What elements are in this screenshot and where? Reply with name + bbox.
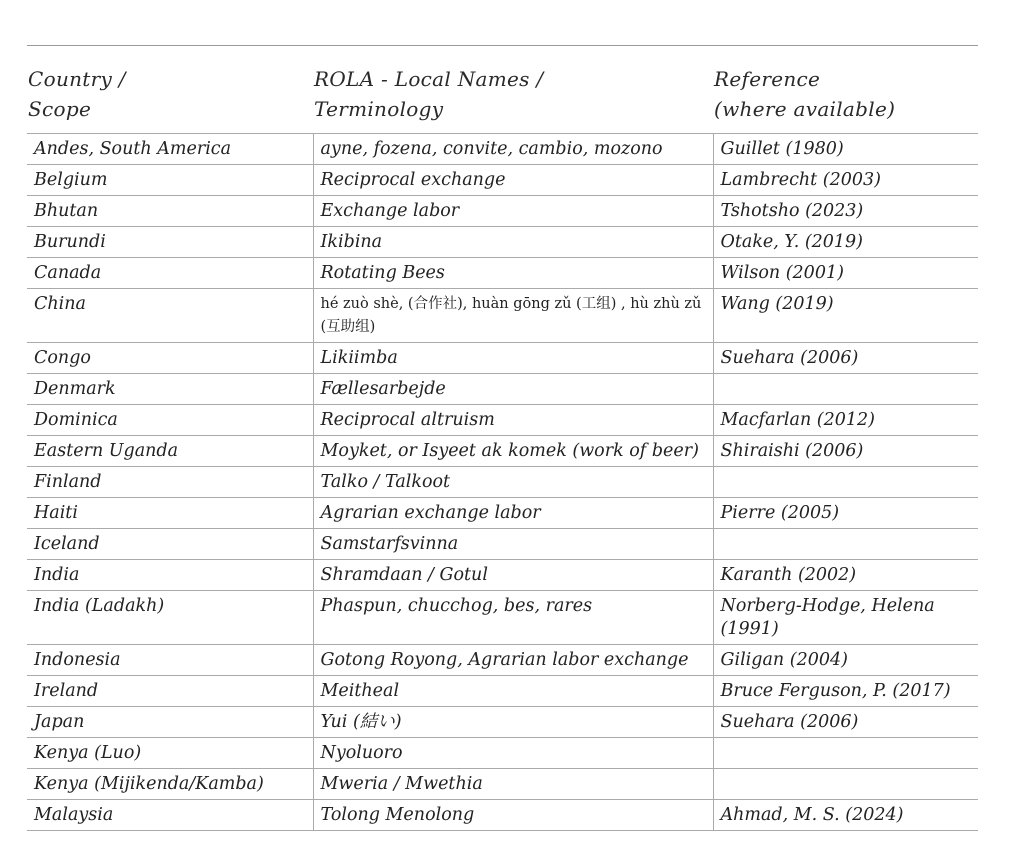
cell-reference: Wilson (2001) xyxy=(713,258,978,289)
table-row xyxy=(27,529,978,560)
cell-terminology: Fællesarbejde xyxy=(313,374,713,405)
cell-reference: Guillet (1980) xyxy=(713,134,978,165)
header-terminology-line2: Terminology xyxy=(314,97,444,121)
cell-terminology: Gotong Royong, Agrarian labor exchange xyxy=(313,645,713,676)
cell-terminology: Agrarian exchange labor xyxy=(313,498,713,529)
table-row xyxy=(27,800,978,831)
cell-country: Andes, South America xyxy=(34,139,232,159)
table-body xyxy=(27,134,978,831)
cell-terminology: Talko / Talkoot xyxy=(313,467,713,498)
cell-terminology: Moyket, or Isyeet ak komek (work of beer) xyxy=(313,436,713,467)
header-country-line2: Scope xyxy=(28,97,92,121)
header-terminology-line1: ROLA - Local Names / xyxy=(314,67,544,91)
table-row xyxy=(27,196,978,227)
cell-reference: Bruce Ferguson, P. (2017) xyxy=(713,676,978,707)
header-country-line1: Country / xyxy=(28,67,126,91)
cell-terminology: Reciprocal altruism xyxy=(313,405,713,436)
header-row xyxy=(27,46,978,134)
table-row xyxy=(27,498,978,529)
table-row xyxy=(27,591,978,645)
cell-reference: Ahmad, M. S. (2024) xyxy=(713,800,978,831)
header-reference-line2: (where available) xyxy=(714,97,896,121)
cell-reference: Macfarlan (2012) xyxy=(713,405,978,436)
cell-terminology: Samstarfsvinna xyxy=(313,529,713,560)
cell-reference xyxy=(713,769,978,800)
cell-country: Iceland xyxy=(34,534,100,554)
cell-reference: Pierre (2005) xyxy=(713,498,978,529)
cell-terminology: Shramdaan / Gotul xyxy=(313,560,713,591)
cell-country: Malaysia xyxy=(34,805,114,825)
cell-country: Japan xyxy=(34,712,85,732)
cell-country: Congo xyxy=(34,348,91,368)
cell-reference: Karanth (2002) xyxy=(713,560,978,591)
header-country xyxy=(27,46,313,134)
cell-country: Canada xyxy=(34,263,102,283)
cell-reference xyxy=(713,738,978,769)
table-row xyxy=(27,227,978,258)
table-row xyxy=(27,645,978,676)
cell-terminology: ayne, fozena, convite, cambio, mozono xyxy=(313,134,713,165)
table-row xyxy=(27,165,978,196)
cell-reference: Wang (2019) xyxy=(713,289,978,343)
cell-terminology: hé zuò shè, (合作社), huàn gōng zǔ (工组) , hù zhù zǔ (互助组) xyxy=(313,289,713,343)
cell-country: Ireland xyxy=(34,681,99,701)
cell-country: India (Ladakh) xyxy=(34,596,165,616)
header-reference-line1: Reference xyxy=(714,67,821,91)
cell-terminology: Mweria / Mwethia xyxy=(313,769,713,800)
cell-reference xyxy=(713,467,978,498)
cell-reference: Suehara (2006) xyxy=(713,707,978,738)
table-row xyxy=(27,134,978,165)
cell-country: China xyxy=(34,294,86,314)
cell-country: Haiti xyxy=(34,503,78,523)
cell-country: Finland xyxy=(34,472,102,492)
cell-reference: Shiraishi (2006) xyxy=(713,436,978,467)
table-row xyxy=(27,738,978,769)
cell-country: Bhutan xyxy=(34,201,99,221)
table-row xyxy=(27,343,978,374)
cell-country: Kenya (Luo) xyxy=(34,743,142,763)
cell-country: Denmark xyxy=(34,379,116,399)
table-row xyxy=(27,289,978,343)
cell-reference xyxy=(713,374,978,405)
cell-country: Dominica xyxy=(34,410,118,430)
table-row xyxy=(27,467,978,498)
table-row xyxy=(27,560,978,591)
table-row xyxy=(27,676,978,707)
cell-reference: Otake, Y. (2019) xyxy=(713,227,978,258)
cell-reference: Norberg-Hodge, Helena (1991) xyxy=(713,591,978,645)
table-row xyxy=(27,405,978,436)
cell-country: Eastern Uganda xyxy=(34,441,179,461)
cell-reference xyxy=(713,529,978,560)
rola-table xyxy=(27,45,978,831)
cell-terminology: Likiimba xyxy=(313,343,713,374)
cell-terminology: Nyoluoro xyxy=(313,738,713,769)
table-header xyxy=(27,46,978,134)
cell-country: Belgium xyxy=(34,170,108,190)
cell-reference: Lambrecht (2003) xyxy=(713,165,978,196)
cell-reference: Suehara (2006) xyxy=(713,343,978,374)
header-terminology xyxy=(313,46,713,134)
rola-table-container xyxy=(27,45,978,831)
cell-terminology: Ikibina xyxy=(313,227,713,258)
table-row xyxy=(27,769,978,800)
cell-terminology: Meitheal xyxy=(313,676,713,707)
cell-country: India xyxy=(34,565,80,585)
header-reference xyxy=(713,46,978,134)
table-row xyxy=(27,707,978,738)
cell-terminology: Tolong Menolong xyxy=(313,800,713,831)
cell-terminology: Rotating Bees xyxy=(313,258,713,289)
cell-country: Burundi xyxy=(34,232,106,252)
cell-terminology: Reciprocal exchange xyxy=(313,165,713,196)
table-row xyxy=(27,374,978,405)
cell-country: Kenya (Mijikenda/Kamba) xyxy=(34,774,264,794)
cell-terminology: Exchange labor xyxy=(313,196,713,227)
cell-country: Indonesia xyxy=(34,650,121,670)
cell-terminology: Phaspun, chucchog, bes, rares xyxy=(313,591,713,645)
cell-terminology: Yui (結い) xyxy=(313,707,713,738)
table-row xyxy=(27,258,978,289)
table-row xyxy=(27,436,978,467)
cell-reference: Tshotsho (2023) xyxy=(713,196,978,227)
cell-reference: Giligan (2004) xyxy=(713,645,978,676)
